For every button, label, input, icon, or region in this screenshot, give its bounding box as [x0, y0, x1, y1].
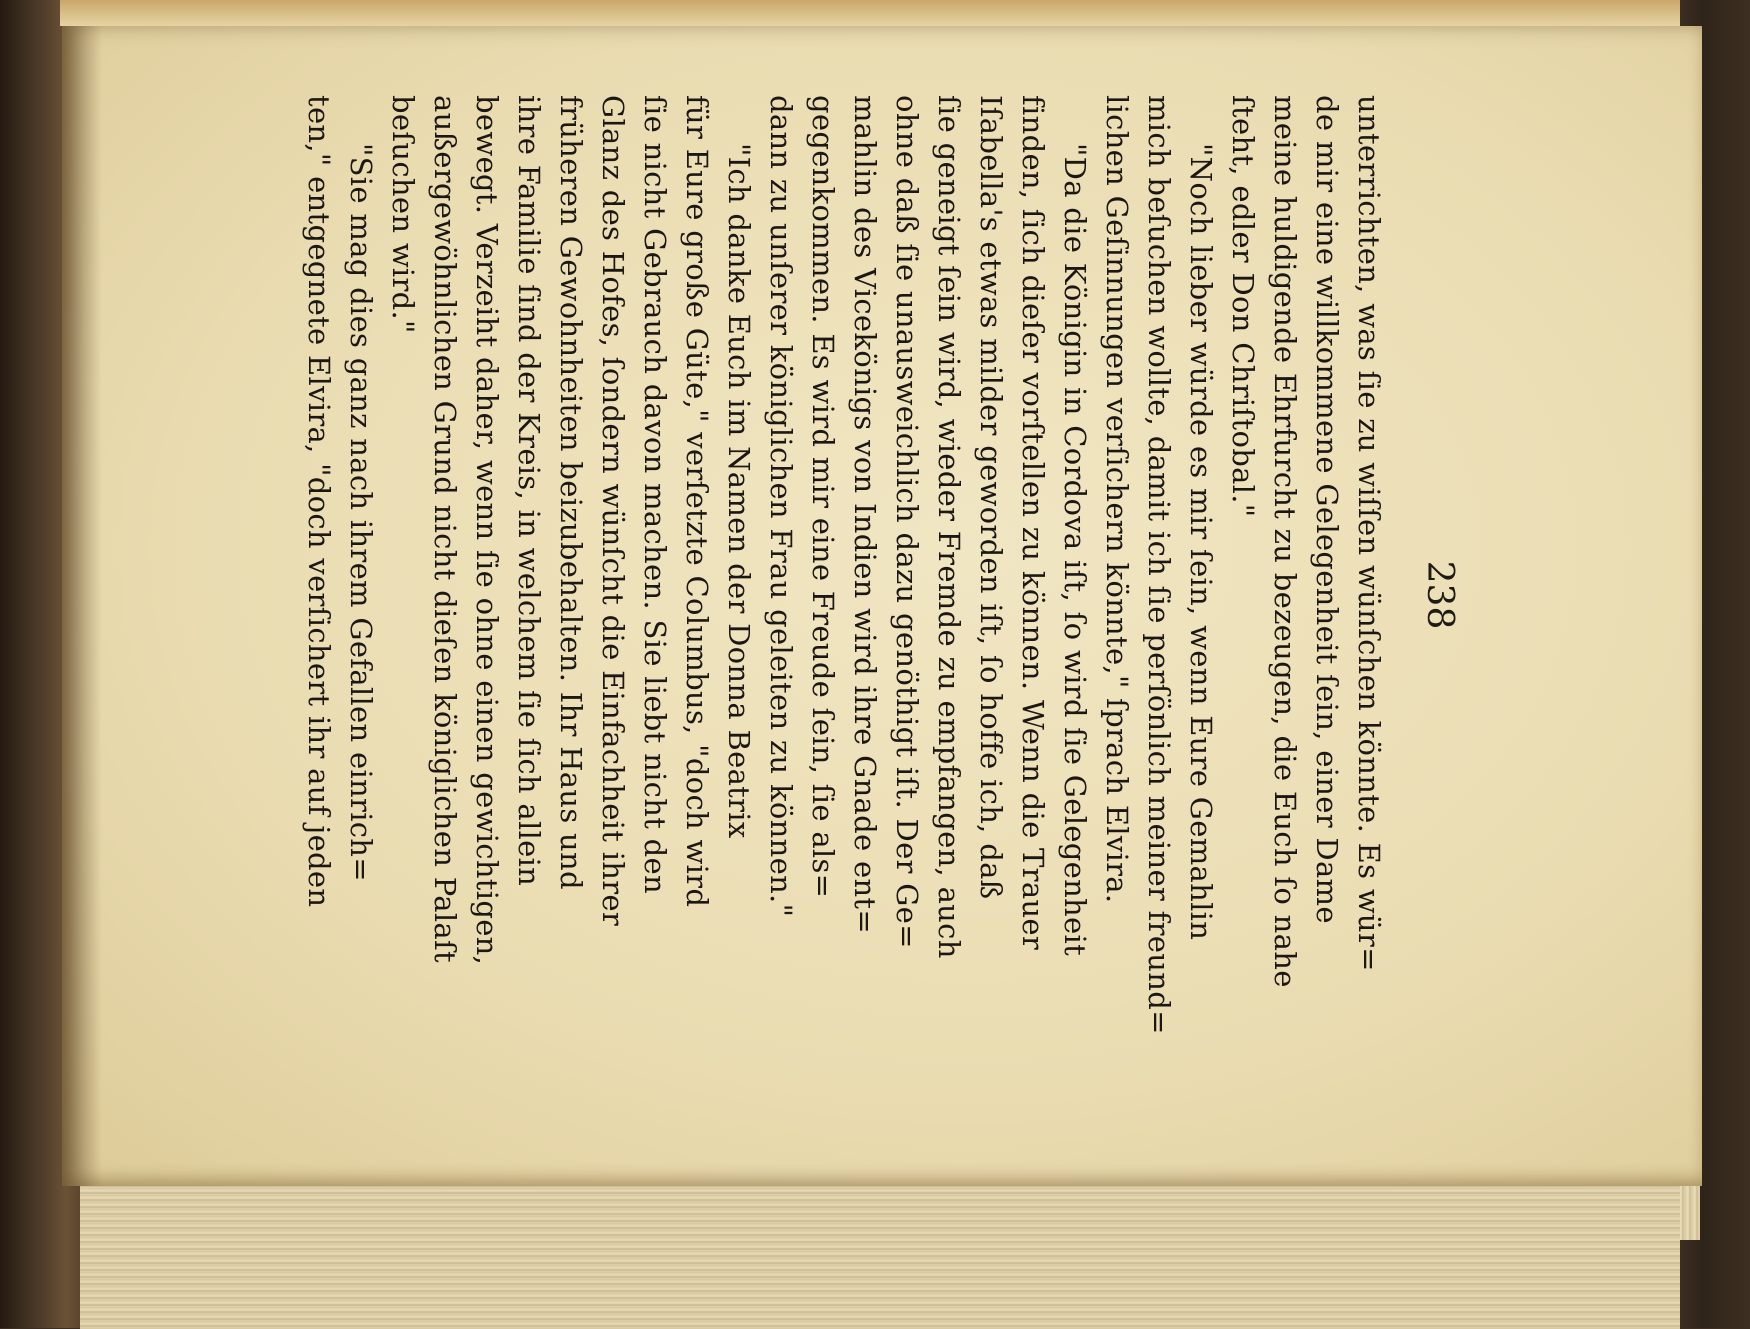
text-line: lichen Geſinnungen verſichern könnte," ſprach Elvira.: [1100, 95, 1134, 904]
text-line: früheren Gewohnheiten beizubehalten. Ihr Haus und: [554, 95, 588, 890]
text-line: mahlin des Vicekönigs von Indien wird ihre Gnade ent=: [848, 95, 882, 934]
text-line: de mir eine willkommene Gelegenheit ſein, einer Dame: [1310, 95, 1344, 924]
text-line: beſuchen wird.": [386, 95, 420, 334]
body-text: [298, 95, 1390, 1095]
page-number: 238: [1419, 560, 1460, 630]
text-line: meine huldigende Ehrfurcht zu bezeugen, die Euch ſo nahe: [1268, 95, 1302, 988]
text-line: mich beſuchen wollte, damit ich ſie perſönlich meiner freund=: [1142, 95, 1176, 1035]
text-line: "Da die Königin in Cordova iſt, ſo wird ſie Gelegenheit: [1058, 143, 1092, 957]
spine-shadow: [62, 26, 102, 1186]
text-line: außergewöhnlichen Grund nicht dieſen königlichen Palaſt: [428, 95, 462, 963]
text-line: bewegt. Verzeiht daher, wenn ſie ohne einen gewichtigen,: [470, 95, 504, 966]
rotated-page-content: [270, 95, 1460, 1155]
text-line: unterrichten, was ſie zu wiſſen wünſchen könnte. Es wür=: [1352, 95, 1386, 972]
text-line: ohne daß ſie unausweichlich dazu genöthigt iſt. Der Ge=: [890, 95, 924, 949]
text-line: ſie nicht Gebrauch davon machen. Sie liebt nicht den: [638, 95, 672, 894]
text-line: dann zu unſerer königlichen Frau geleiten zu können.": [764, 95, 798, 918]
text-line: ſteht, edler Don Chriſtobal.": [1226, 95, 1260, 518]
text-line: "Ich danke Euch im Namen der Donna Beatrix: [722, 143, 756, 839]
page-top-edge: [60, 0, 1680, 26]
page-stack-edge-bottom: [80, 1180, 1680, 1329]
text-line: ihre Familie ſind der Kreis, in welchem ſie ſich allein: [512, 95, 546, 887]
text-line: finden, ſich dieſer vorſtellen zu können. Wenn die Trauer: [1016, 95, 1050, 951]
text-line: "Noch lieber würde es mir ſein, wenn Eure Gemahlin: [1184, 143, 1218, 941]
text-line: ten," entgegnete Elvira, "doch verſichert ihr auf jeden: [302, 95, 336, 908]
text-line: Iſabella's etwas milder geworden iſt, ſo hoffe ich, daß: [974, 95, 1008, 900]
text-line: Glanz des Hofes, ſondern wünſcht die Einfachheit ihrer: [596, 95, 630, 927]
text-line: für Eure große Güte," verſetzte Columbus, "doch wird: [680, 95, 714, 908]
text-line: ſie geneigt ſein wird, wieder Fremde zu empfangen, auch: [932, 95, 966, 959]
text-line: "Sie mag dies ganz nach ihrem Gefallen einrich=: [344, 143, 378, 882]
text-line: gegenkommen. Es wird mir eine Freude ſein, ſie als=: [806, 95, 840, 899]
